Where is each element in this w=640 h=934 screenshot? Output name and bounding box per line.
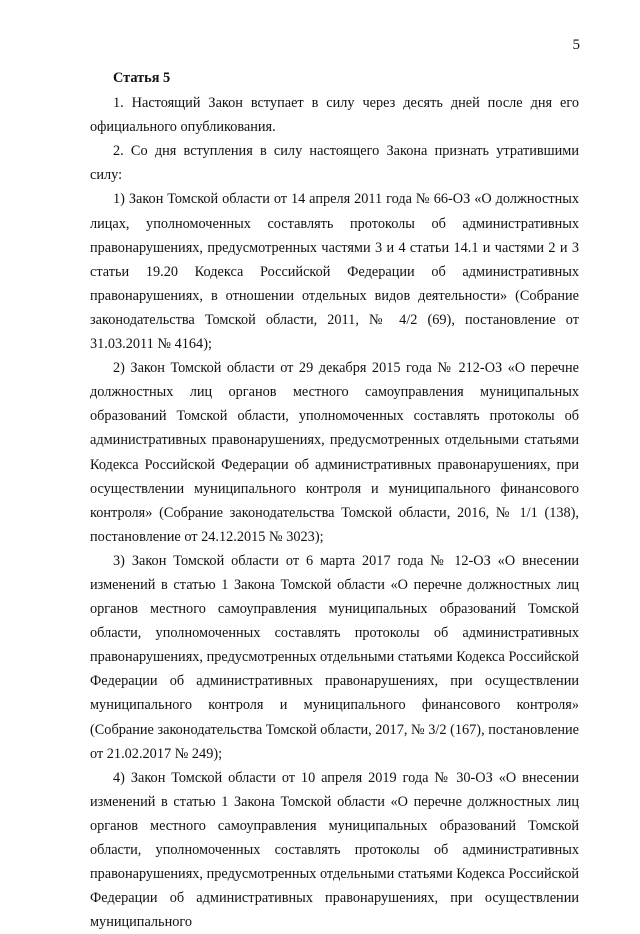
article-heading: Статья 5 xyxy=(113,70,171,86)
document-body xyxy=(90,66,579,934)
paragraph-1: 1. Настоящий Закон вступает в силу через десять дней после дня его официального опубликования. xyxy=(90,95,579,136)
list-item-2: 2) Закон Томской области от 29 декабря 2015 года № 212-ОЗ «О перечне должностных лиц органов местного самоуправления муниципальных образований Томской области, уполномоченных составлять протоколы об административных правонарушениях, предусмотренных отдельными статьями Кодекса Российской Федерации об административных правонарушениях, при осуществлении муниципального контроля и муниципального финансового контроля» (Собрание законодательства Томской области, 2016, № 1/1 (138), постановление от 24.12.2015 № 3023); xyxy=(90,360,579,545)
paragraph-2: 2. Со дня вступления в силу настоящего Закона признать утратившими силу: xyxy=(90,143,579,184)
list-item-1: 1) Закон Томской области от 14 апреля 2011 года № 66-ОЗ «О должностных лицах, уполномоченных составлять протоколы об административных правонарушениях, предусмотренных частями 3 и 4 статьи 14.1 и частями 2 и 3 статьи 19.20 Кодекса Российской Федерации об административных правонарушениях, в отношении отдельных видов деятельности» (Собрание законодательства Томской области, 2011, № 4/2 (69), постановление от 31.03.2011 № 4164); xyxy=(90,191,579,353)
list-item-3: 3) Закон Томской области от 6 марта 2017 года № 12-ОЗ «О внесении изменений в статью 1 Закона Томской области «О перечне должностных лиц органов местного самоуправления муниципальных образований Томской области, уполномоченных составлять протоколы об административных правонарушениях, предусмотренных отдельными статьями Кодекса Российской Федерации об административных правонарушениях, при осуществлении муниципального контроля и муниципального финансового контроля» (Собрание законодательства Томской области, 2017, № 3/2 (167), постановление от 21.02.2017 № 249); xyxy=(90,552,579,762)
page-number: 5 xyxy=(572,37,580,53)
list-item-4: 4) Закон Томской области от 10 апреля 2019 года № 30-ОЗ «О внесении изменений в статью 1 Закона Томской области «О перечне должностных лиц органов местного самоуправления муниципальных образований Томской области, уполномоченных составлять протоколы об административных правонарушениях, предусмотренных отдельными статьями Кодекса Российской Федерации об административных правонарушениях, при осуществлении муниципального xyxy=(90,769,579,931)
